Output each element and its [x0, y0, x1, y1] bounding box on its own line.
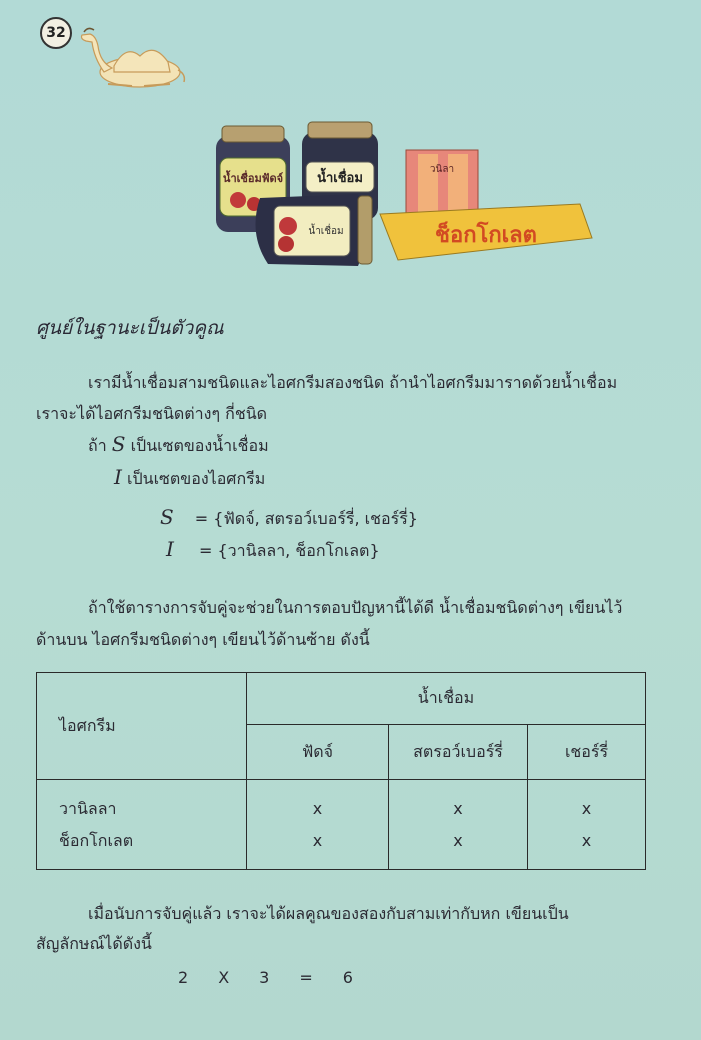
corner-cell: ไอศกรีม: [37, 673, 247, 780]
mark-vanilla-cherry: x: [581, 798, 592, 818]
para3-line-1: เมื่อนับการจับคู่แล้ว เราจะได้ผลคูณของสองกับสามเท่ากับหก เขียนเป็น: [88, 904, 569, 923]
formula-term-1: 2: [178, 968, 191, 987]
fudge-marks-cell: [247, 780, 389, 870]
matching-table: [36, 672, 646, 870]
symbol-s: S: [111, 432, 126, 456]
jar-label-back: น้ำเชื่อม: [317, 171, 363, 186]
symbol-i: I: [114, 465, 122, 489]
syrup-group-header: น้ำเชื่อม: [247, 673, 646, 725]
mark-vanilla-fudge: x: [312, 798, 323, 818]
vanilla-box-label: วนิลา: [429, 164, 455, 175]
para2-line-1: ถ้าใช้ตารางการจับคู่จะช่วยในการตอบปัญหานี้ได้ดี น้ำเชื่อมชนิดต่างๆ เขียนไว้: [88, 598, 623, 617]
intro-line-1: เรามีน้ำเชื่อมสามชนิดและไอศกรีมสองชนิด ถ้านำไอศกรีมมาราดด้วยน้ำเชื่อม: [88, 373, 618, 392]
definition-i: [114, 465, 265, 492]
symbol-i: I: [166, 537, 174, 561]
if-prefix: ถ้า: [88, 436, 107, 455]
formula-times: X: [218, 968, 232, 987]
s-description: เป็นเซตของน้ำเชื่อม: [130, 436, 269, 455]
set-s-line: [160, 505, 418, 532]
formula-equals: =: [299, 968, 315, 987]
page-number: 32: [40, 17, 72, 49]
i-description: เป็นเซตของไอศกรีม: [127, 469, 266, 488]
column-header-strawberry: สตรอว์เบอร์รี่: [389, 725, 528, 780]
definition-s: [88, 432, 269, 459]
strawberry-marks-cell: [389, 780, 528, 870]
column-header-fudge: ฟัดจ์: [247, 725, 389, 780]
section-heading: ศูนย์ในฐานะเป็นตัวคูณ: [36, 317, 224, 339]
chocolate-label: ช็อกโกเลต: [435, 223, 537, 248]
para3-line-2: สัญลักษณ์ได้ดังนี้: [36, 934, 152, 953]
para2-line-2: ด้านบน ไอศกรีมชนิดต่างๆ เขียนไว้ด้านซ้าย ดังนี้: [36, 630, 370, 649]
syrup-and-chocolate-illustration: [208, 118, 594, 276]
intro-line-2: เราจะได้ไอศกรีมชนิดต่างๆ กี่ชนิด: [36, 404, 268, 423]
row-labels-cell: [37, 780, 247, 870]
mark-chocolate-fudge: x: [312, 830, 323, 850]
set-i-members: = {วานิลลา, ช็อกโกเลต}: [199, 541, 380, 560]
mark-chocolate-cherry: x: [581, 830, 592, 850]
jar-label-front: น้ำเชื่อม: [308, 226, 344, 237]
row-label-chocolate: ช็อกโกเลต: [59, 830, 134, 850]
formula-result: 6: [342, 968, 355, 987]
row-label-vanilla: วานิลลา: [59, 798, 117, 818]
mark-vanilla-strawberry: x: [453, 798, 463, 818]
column-header-cherry: เชอร์รี่: [528, 725, 646, 780]
cherry-marks-cell: [528, 780, 646, 870]
formula-term-2: 3: [259, 968, 272, 987]
set-s-members: = {ฟัดจ์, สตรอว์เบอร์รี่, เชอร์รี่}: [194, 509, 418, 528]
symbol-s: S: [160, 505, 174, 529]
set-i-line: [166, 537, 380, 564]
product-formula: [178, 968, 383, 987]
jar-label-left: น้ำเชื่อมฟัดจ์: [222, 172, 284, 185]
camel-illustration: [74, 20, 190, 94]
mark-chocolate-strawberry: x: [453, 830, 463, 850]
